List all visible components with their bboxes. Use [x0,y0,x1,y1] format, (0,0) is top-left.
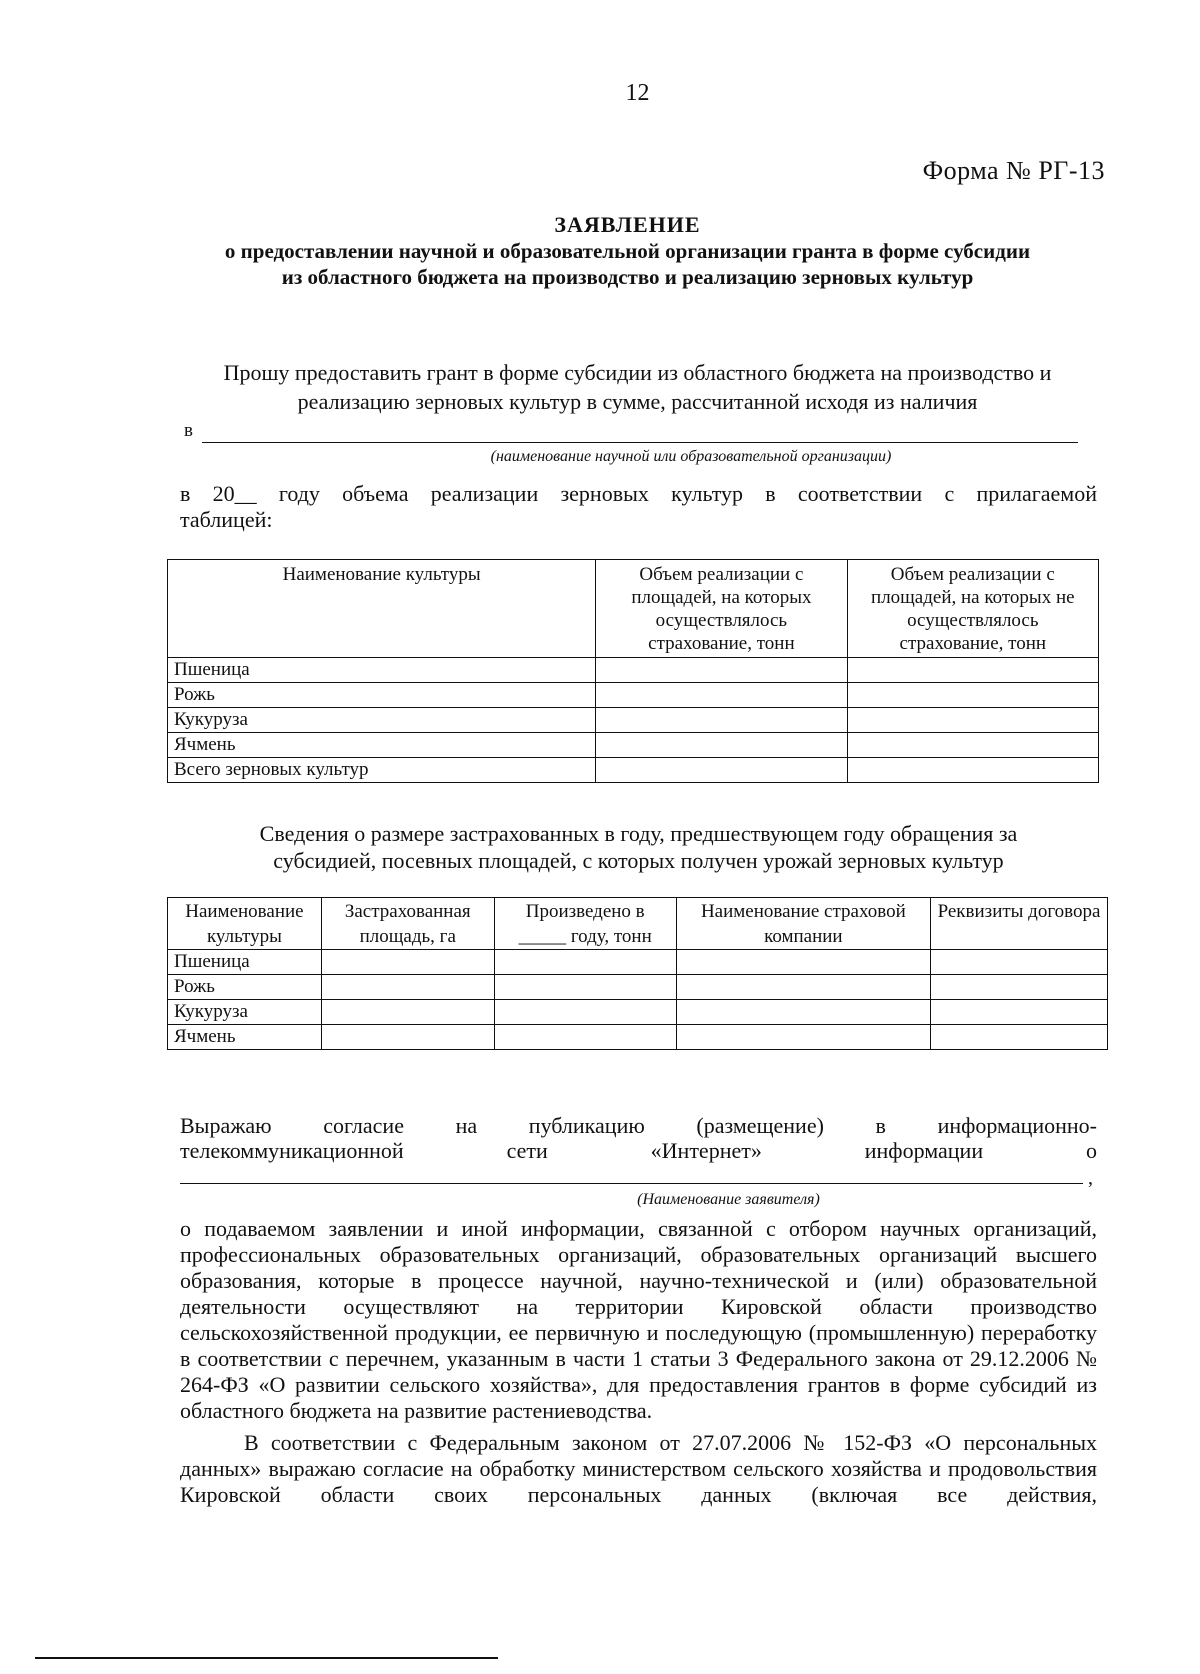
input-cell[interactable] [321,1025,494,1050]
input-cell[interactable] [494,1000,676,1025]
page-number: 12 [625,80,650,106]
applicant-name-field[interactable] [180,1183,1083,1184]
table-header-cell: Реквизиты договора [931,898,1108,950]
table-header-cell: Объем реализации с площадей, на которых осуществлялось страхование, тонн [596,560,847,658]
consent-body [180,1216,1097,1508]
request-text [180,358,1095,416]
input-cell[interactable] [847,758,1098,783]
input-cell[interactable] [494,950,676,975]
crop-name: Пшеница [168,950,322,975]
crop-name: Пшеница [168,658,596,683]
input-cell[interactable] [494,1025,676,1050]
table-row [168,733,1099,758]
info-heading-line-1: Сведения о размере застрахованных в году, предшествующем году обращения за [259,821,1018,846]
input-cell[interactable] [931,975,1108,1000]
input-cell[interactable] [596,683,847,708]
title-line-1: о предоставлении научной и образовательной организации гранта в форме субсидии [224,239,1031,263]
input-cell[interactable] [931,1025,1108,1050]
input-cell[interactable] [676,1000,930,1025]
info-heading-line-2: субсидией, посевных площадей, с которых получен урожай зерновых культур [273,848,1004,873]
input-cell[interactable] [494,975,676,1000]
table-header-cell: Объем реализации с площадей, на которых не осуществлялось страхование, тонн [847,560,1098,658]
table-row [168,758,1099,783]
table-header-cell: Наименование культуры [168,898,322,950]
crop-name: Кукуруза [168,1000,322,1025]
input-cell[interactable] [321,975,494,1000]
blank-prefix: в [184,420,193,441]
crop-name: Рожь [168,975,322,1000]
input-cell[interactable] [676,950,930,975]
applicant-hint: (Наименование заявителя) [637,1191,820,1208]
input-cell[interactable] [931,1000,1108,1025]
input-cell[interactable] [676,975,930,1000]
input-cell[interactable] [321,1000,494,1025]
table-row [168,683,1099,708]
year-line-1: в 20__ году объема реализации зерновых культур в соответствии с прилагаемой [180,481,1097,506]
table-row [168,975,1108,1000]
organization-name-field[interactable] [202,442,1078,443]
input-cell[interactable] [321,950,494,975]
table-header-cell: Произведено в _____ году, тонн [494,898,676,950]
crop-name: Рожь [168,683,596,708]
table-header-cell: Наименование страховой компании [676,898,930,950]
input-cell[interactable] [676,1025,930,1050]
insurance-info-heading [180,820,1097,874]
input-cell[interactable] [596,758,847,783]
table-header-cell: Застрахованная площадь, га [321,898,494,950]
consent-paragraph-2: В соответствии с Федеральным законом от 27.07.2006 № 152-ФЗ «О персональных данных» выражаю согласие на обработку министерством сельского хозяйства и продовольствия Кировской области своих персональных данных (включая все действия, [180,1430,1097,1507]
input-cell[interactable] [931,950,1108,975]
title-line-2: из областного бюджета на производство и реализацию зерновых культур [281,265,974,289]
table-row [168,658,1099,683]
table-row [168,708,1099,733]
sales-volume-table [167,559,1099,783]
title-main: ЗАЯВЛЕНИЕ [554,212,701,237]
crop-name: Ячмень [168,733,596,758]
table-header-cell: Наименование культуры [168,560,596,658]
input-cell[interactable] [596,733,847,758]
blank-comma: , [1088,1167,1093,1189]
insured-area-table [167,897,1108,1050]
table-header-row [168,560,1099,658]
table-row [168,950,1108,975]
organization-hint: (наименование научной или образовательной организации) [490,448,892,465]
input-cell[interactable] [847,683,1098,708]
applicant-blank [180,1167,1097,1187]
input-cell[interactable] [847,733,1098,758]
table-row [168,1000,1108,1025]
table-header-row [168,898,1108,950]
request-line-1: Прошу предоставить грант в форме субсидии из областного бюджета на производство и [223,360,1052,385]
input-cell[interactable] [596,708,847,733]
input-cell[interactable] [847,658,1098,683]
input-cell[interactable] [847,708,1098,733]
footnote-separator [35,1657,498,1659]
request-line-2: реализацию зерновых культур в сумме, рассчитанной исходя из наличия [297,389,978,414]
input-cell[interactable] [596,658,847,683]
consent-line-1: Выражаю согласие на публикацию (размещение) в информационно- [180,1113,1097,1138]
consent-paragraph-1: о подаваемом заявлении и иной информации, связанной с отбором научных организаций, профессиональных образовательных организаций, образовательных организаций высшего образования, которые в процессе научной, научно-технической и (или) образовательной деятельности осуществляют на территории Кировской области производство сельскохозяйственной продукции, ее первичную и последующую (промышленную) переработку в соответствии с перечнем, указанным в части 1 статьи 3 Федерального закона от 29.12.2006 № 264-ФЗ «О развитии сельского хозяйства», для предоставления грантов в форме субсидий из областного бюджета на развитие растениеводства. [180,1216,1097,1423]
consent-line-2: телекоммуникационной сети «Интернет» информации о [180,1138,1097,1163]
crop-name: Кукуруза [168,708,596,733]
form-number: Форма № РГ-13 [922,156,1105,185]
crop-name: Ячмень [168,1025,322,1050]
table-row [168,1025,1108,1050]
crop-name: Всего зерновых культур [168,758,596,783]
year-line-2: таблицей: [180,507,273,532]
document-title [160,212,1095,290]
